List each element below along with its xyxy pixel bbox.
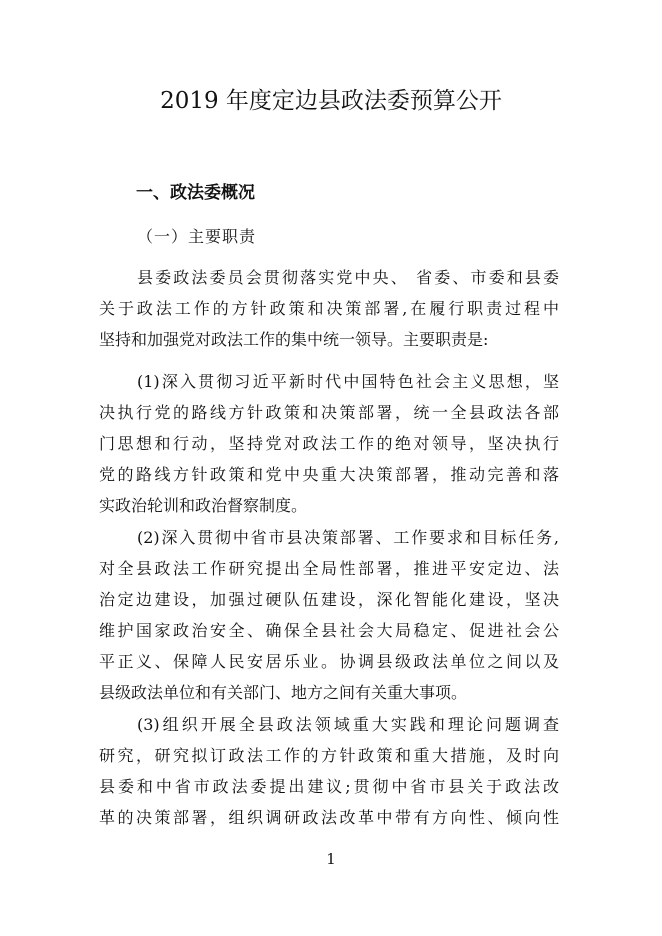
- paragraph-line: 县级政法单位和有关部门、地方之间有关重大事项。: [99, 683, 468, 702]
- paragraph-line: 维护国家政治安全、确保全县社会大局稳定、促进社会公: [99, 621, 559, 640]
- page-number: 1: [326, 850, 336, 868]
- paragraph-line: 关于政法工作的方针政策和决策部署,在履行职责过程中: [99, 299, 559, 318]
- paragraph-line: 治定边建设，加强过硬队伍建设，深化智能化建设，坚决: [99, 590, 559, 609]
- paragraph-line: 实政治轮训和政治督察制度。: [99, 496, 308, 515]
- section-heading: 一、政法委概况: [136, 183, 255, 203]
- paragraph-line: (2)深入贯彻中省市县决策部署、工作要求和目标任务,: [137, 528, 559, 547]
- paragraph-duty-1: [99, 366, 559, 521]
- paragraph-line: 对全县政法工作研究提出全局性部署，推进平安定边、法: [99, 559, 559, 578]
- document-title: 2019 年度定边县政法委预算公开: [160, 88, 502, 114]
- paragraph-line: 党的路线方针政策和党中央重大决策部署，推动完善和落: [99, 465, 559, 484]
- subsection-heading: （一）主要职责: [137, 227, 257, 246]
- paragraph-line: 坚持和加强党对政法工作的集中统一领导。主要职责是:: [99, 330, 489, 349]
- paragraph-line: 革的决策部署，组织调研政法改革中带有方向性、倾向性: [99, 808, 559, 827]
- paragraph-line: (3)组织开展全县政法领域重大实践和理论问题调查: [137, 715, 559, 734]
- paragraph-duty-2: [99, 522, 559, 708]
- paragraph-line: 门思想和行动，坚持党对政法工作的绝对领导，坚决执行: [99, 434, 559, 453]
- paragraph-line: (1)深入贯彻习近平新时代中国特色社会主义思想，坚: [137, 372, 559, 391]
- paragraph-line: 县委和中省市政法委提出建议;贯彻中省市县关于政法改: [99, 777, 559, 796]
- paragraph-duty-3: [99, 709, 559, 833]
- paragraph-line: 决执行党的路线方针政策和决策部署，统一全县政法各部: [99, 403, 559, 422]
- paragraph-line: 县委政法委员会贯彻落实党中央、 省委、市委和县委: [137, 268, 559, 287]
- paragraph-line: 研究，研究拟订政法工作的方针政策和重大措施，及时向: [99, 746, 559, 765]
- paragraph-intro: [99, 262, 559, 355]
- paragraph-line: 平正义、保障人民安居乐业。协调县级政法单位之间以及: [99, 652, 559, 671]
